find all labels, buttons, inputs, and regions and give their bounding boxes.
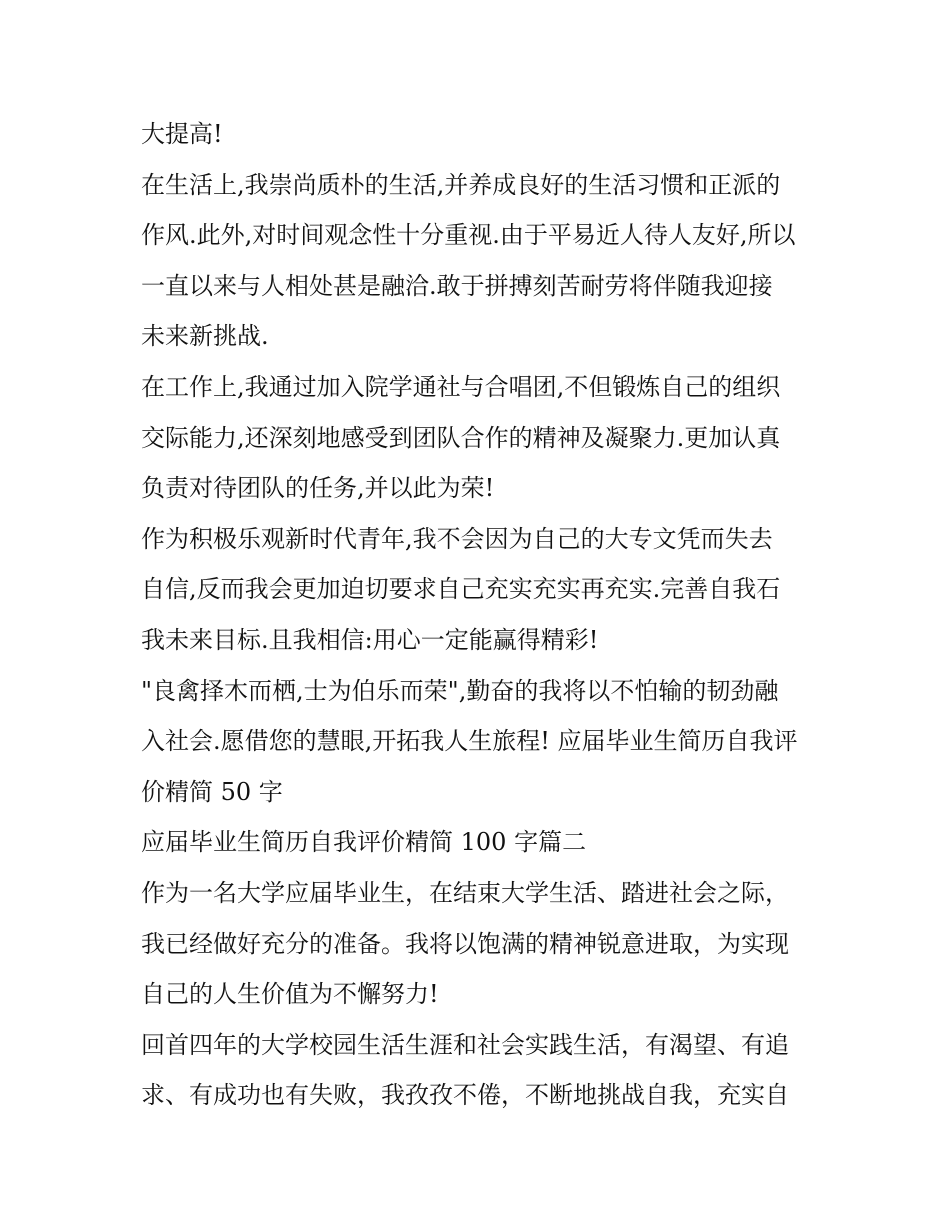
text-line-19: 回首四年的大学校园生活生涯和社会实践生活，有渴望、有追	[141, 1030, 789, 1059]
text-line-3: 作风.此外,对时间观念性十分重视.由于平易近人待人友好,所以	[141, 221, 796, 250]
text-line-16: 作为一名大学应届毕业生，在结束大学生活、踏进社会之际，	[141, 878, 789, 907]
text-line-4: 一直以来与人相处甚是融洽.敢于拼搏刻苦耐劳将伴随我迎接	[141, 271, 773, 300]
text-line-9: 作为积极乐观新时代青年,我不会因为自己的大专文凭而失去	[141, 524, 773, 553]
text-line-2: 在生活上,我崇尚质朴的生活,并养成良好的生活习惯和正派的	[141, 170, 781, 199]
text-line-1: 大提高!	[141, 120, 223, 148]
text-line-6: 在工作上,我通过加入院学通社与合唱团,不但锻炼自己的组织	[141, 372, 781, 401]
document-body	[141, 109, 841, 1121]
text-line-8: 负责对待团队的任务,并以此为荣!	[141, 474, 495, 503]
text-line-5: 未来新挑战.	[141, 322, 269, 351]
text-line-20: 求、有成功也有失败，我孜孜不倦，不断地挑战自我，充实自	[141, 1081, 789, 1110]
text-line-11: 我未来目标.且我相信:用心一定能赢得精彩!	[141, 625, 599, 654]
text-line-12: "良禽择木而栖,士为伯乐而荣",勤奋的我将以不怕输的韧劲融	[141, 676, 779, 705]
text-line-17: 我已经做好充分的准备。我将以饱满的精神锐意进取，为实现	[141, 929, 789, 958]
text-line-7: 交际能力,还深刻地感受到团队合作的精神及凝聚力.更加认真	[141, 423, 781, 452]
text-line-10: 自信,反而我会更加迫切要求自己充实充实再充实.完善自我石	[141, 575, 781, 604]
text-line-14: 价精简 50 字	[141, 777, 283, 806]
text-line-18: 自己的人生价值为不懈努力!	[141, 980, 439, 1009]
section-heading: 应届毕业生简历自我评价精简 100 字篇二	[141, 828, 587, 857]
text-line-13: 入社会.愿借您的慧眼,开拓我人生旅程! 应届毕业生简历自我评	[141, 727, 798, 756]
